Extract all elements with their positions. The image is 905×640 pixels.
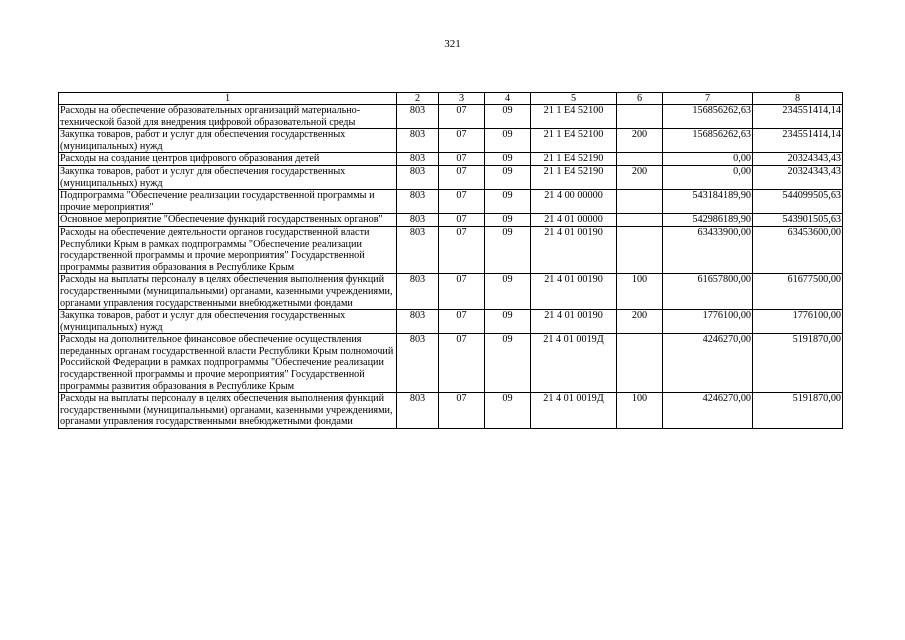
target-article-code: 21 1 Е4 52190 [531,165,617,189]
ministry-code: 803 [397,334,439,393]
table-row [59,310,843,334]
subsection-code: 09 [485,129,531,153]
section-code: 07 [439,334,485,393]
row-description: Расходы на создание центров цифрового образования детей [59,153,397,166]
ministry-code: 803 [397,214,439,227]
section-code: 07 [439,274,485,310]
table-row [59,334,843,393]
row-description: Закупка товаров, работ и услуг для обеспечения государственных (муниципальных) нужд [59,310,397,334]
target-article-code: 21 4 01 00000 [531,214,617,227]
amount-col7: 542986189,90 [663,214,753,227]
target-article-code: 21 1 Е4 52100 [531,129,617,153]
expense-type-code: 200 [617,310,663,334]
amount-col8: 5191870,00 [753,393,843,429]
column-header: 1 [59,93,397,105]
expense-type-code [617,214,663,227]
expense-type-code [617,190,663,214]
row-description: Расходы на выплаты персоналу в целях обеспечения выполнения функций государственными (муниципальными) органами, казенными учреждениями, органами управления государственными внебюджетными фондами [59,393,397,429]
subsection-code: 09 [485,334,531,393]
subsection-code: 09 [485,105,531,129]
ministry-code: 803 [397,129,439,153]
table-row [59,190,843,214]
amount-col8: 5191870,00 [753,334,843,393]
target-article-code: 21 1 Е4 52190 [531,153,617,166]
amount-col8: 20324343,43 [753,165,843,189]
expense-type-code: 200 [617,165,663,189]
column-header: 5 [531,93,617,105]
table-row [59,274,843,310]
section-code: 07 [439,214,485,227]
row-description: Подпрограмма "Обеспечение реализации государственной программы и прочие мероприятия" [59,190,397,214]
expense-type-code [617,105,663,129]
section-code: 07 [439,393,485,429]
amount-col7: 156856262,63 [663,129,753,153]
target-article-code: 21 4 01 00190 [531,310,617,334]
subsection-code: 09 [485,165,531,189]
amount-col7: 0,00 [663,165,753,189]
target-article-code: 21 4 01 0019Д [531,334,617,393]
table-row [59,105,843,129]
ministry-code: 803 [397,310,439,334]
table-row [59,153,843,166]
amount-col8: 234551414,14 [753,105,843,129]
amount-col7: 61657800,00 [663,274,753,310]
section-code: 07 [439,153,485,166]
ministry-code: 803 [397,393,439,429]
target-article-code: 21 1 Е4 52100 [531,105,617,129]
amount-col8: 1776100,00 [753,310,843,334]
subsection-code: 09 [485,153,531,166]
subsection-code: 09 [485,190,531,214]
amount-col7: 4246270,00 [663,393,753,429]
amount-col7: 1776100,00 [663,310,753,334]
expense-type-code [617,153,663,166]
row-description: Расходы на дополнительное финансовое обеспечение осуществления переданных органам государственной власти Республики Крым полномочий Российской Федерации в рамках подпрограммы "Обеспечение реализации государственной программы и прочие мероприятия" Государственной программы развития образования в Республике Крым [59,334,397,393]
amount-col7: 156856262,63 [663,105,753,129]
ministry-code: 803 [397,190,439,214]
ministry-code: 803 [397,105,439,129]
amount-col8: 20324343,43 [753,153,843,166]
row-description: Закупка товаров, работ и услуг для обеспечения государственных (муниципальных) нужд [59,129,397,153]
amount-col8: 234551414,14 [753,129,843,153]
budget-table [58,92,843,429]
amount-col8: 544099505,63 [753,190,843,214]
amount-col7: 4246270,00 [663,334,753,393]
section-code: 07 [439,129,485,153]
section-code: 07 [439,226,485,273]
amount-col7: 0,00 [663,153,753,166]
section-code: 07 [439,165,485,189]
expense-type-code [617,334,663,393]
amount-col8: 61677500,00 [753,274,843,310]
row-description: Расходы на обеспечение деятельности органов государственной власти Республики Крым в рамках подпрограммы "Обеспечение реализации государственной программы и прочие мероприятия" Государственной программы развития образования в Республике Крым [59,226,397,273]
row-description: Закупка товаров, работ и услуг для обеспечения государственных (муниципальных) нужд [59,165,397,189]
column-header: 6 [617,93,663,105]
column-header: 8 [753,93,843,105]
target-article-code: 21 4 01 0019Д [531,393,617,429]
subsection-code: 09 [485,274,531,310]
table-row [59,214,843,227]
column-header: 3 [439,93,485,105]
section-code: 07 [439,105,485,129]
page-number: 321 [444,38,461,50]
target-article-code: 21 4 01 00190 [531,274,617,310]
target-article-code: 21 4 00 00000 [531,190,617,214]
table-row [59,165,843,189]
subsection-code: 09 [485,214,531,227]
ministry-code: 803 [397,153,439,166]
row-description: Расходы на обеспечение образовательных организаций материально-технической базой для внедрения цифровой образовательной среды [59,105,397,129]
column-header: 4 [485,93,531,105]
section-code: 07 [439,190,485,214]
ministry-code: 803 [397,226,439,273]
ministry-code: 803 [397,274,439,310]
section-code: 07 [439,310,485,334]
subsection-code: 09 [485,310,531,334]
amount-col7: 543184189,90 [663,190,753,214]
row-description: Основное мероприятие "Обеспечение функций государственных органов" [59,214,397,227]
amount-col8: 543901505,63 [753,214,843,227]
table-row [59,226,843,273]
subsection-code: 09 [485,393,531,429]
table-row [59,393,843,429]
column-header: 2 [397,93,439,105]
ministry-code: 803 [397,165,439,189]
table-header-row [59,93,843,105]
amount-col8: 63453600,00 [753,226,843,273]
expense-type-code [617,226,663,273]
row-description: Расходы на выплаты персоналу в целях обеспечения выполнения функций государственными (муниципальными) органами, казенными учреждениями, органами управления государственными внебюджетными фондами [59,274,397,310]
expense-type-code: 100 [617,393,663,429]
table-row [59,129,843,153]
target-article-code: 21 4 01 00190 [531,226,617,273]
expense-type-code: 100 [617,274,663,310]
expense-type-code: 200 [617,129,663,153]
column-header: 7 [663,93,753,105]
subsection-code: 09 [485,226,531,273]
amount-col7: 63433900,00 [663,226,753,273]
